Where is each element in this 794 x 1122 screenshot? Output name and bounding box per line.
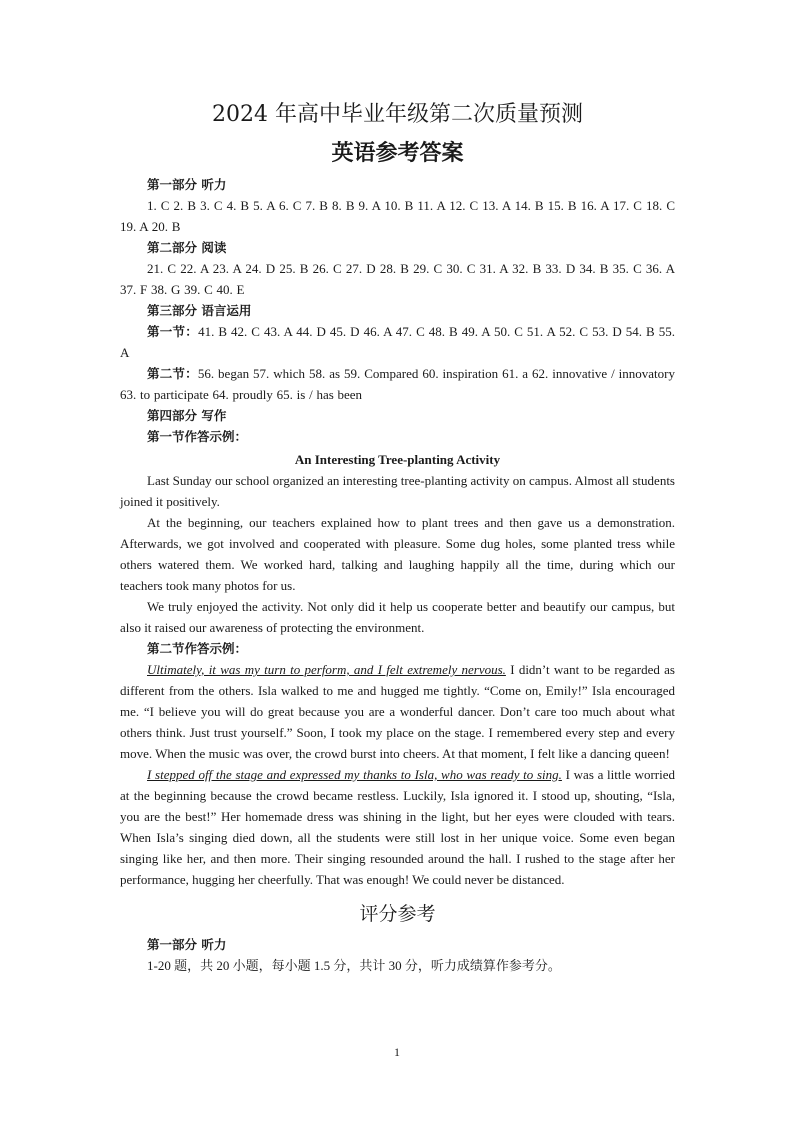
part2-answers: 21. C 22. A 23. A 24. D 25. B 26. C 27. D 28. B 29. C 30. C 31. A 32. B 33. D 34. B 35. C 36. A 37. F 38. G 39. C 40. E (120, 261, 675, 297)
story-paragraph-1-body: I didn’t want to be regarded as different from the others. Isla walked to me and hugged me tightly. “Come on, Emily!” Isla encouraged me. “I believe you will do great because you are a wonderful dancer. Don’t care too much about what others think. Just trust yourself.” Soon, I took my place on the stage. I remembered every step and every move. When the music was over, the crowd burst into cheers. At that moment, I felt like a dancing queen! (120, 662, 675, 761)
story-paragraph-2-body: I was a little worried at the beginning because the crowd became restless. Luckily, Isla ignored it. I stood up, shouting, “Isla, you are the best!” Her homemade dress was shining in the light, but her eyes were clouded with tears. When Isla’s singing died down, all the students were still lost in her unique voice. Some even began singing like her, and then more. Their singing resounded around the hall. I rushed to the stage after her performance, hugging her cheerfully. That was enough! We could never be distanced. (120, 767, 676, 887)
story-paragraph-1-lead: Ultimately, it was my turn to perform, and I felt extremely nervous. (147, 662, 506, 677)
part4-section2-heading: 第二节作答示例： (147, 641, 248, 656)
scoring-part1-text: 1-20 题，共 20 小题，每小题 1.5 分，共计 30 分，听力成绩算作参考分。 (147, 958, 561, 973)
part1-answers: 1. C 2. B 3. C 4. B 5. A 6. C 7. B 8. B 9. A 10. B 11. A 12. C 13. A 14. B 15. B 16. A 17. C 18. C 19. A 20. B (120, 198, 675, 234)
part4-section1-heading: 第一节作答示例： (147, 429, 248, 444)
document-subtitle: 英语参考答案 (331, 140, 464, 166)
story-paragraph-2-lead: I stepped off the stage and expressed my thanks to Isla, who was ready to sing. (147, 767, 562, 782)
scoring-part1-heading: 第一部分 听力 (147, 937, 227, 952)
part1-heading: 第一部分 听力 (147, 177, 227, 192)
part3-heading: 第三部分 语言运用 (147, 303, 252, 318)
part3-section2-label: 第二节： (147, 366, 198, 381)
scoring-title: 评分参考 (359, 903, 436, 925)
part2-heading: 第二部分 阅读 (147, 240, 227, 255)
essay-paragraph: Last Sunday our school organized an interesting tree-planting activity on campus. Almost all students joined it positively. (120, 473, 675, 509)
story-paragraph-1 (120, 659, 675, 764)
essay-title: An Interesting Tree-planting Activity (294, 452, 501, 467)
part3-section2-answers: 56. began 57. which 58. as 59. Compared 60. inspiration 61. a 62. innovative / innovatory 63. to participate 64. proudly 65. is / has been (120, 366, 675, 402)
part4-heading: 第四部分 写作 (147, 408, 227, 423)
essay-paragraph: We truly enjoyed the activity. Not only did it help us cooperate better and beautify our campus, but also it raised our awareness of protecting the environment. (120, 599, 675, 635)
story-paragraph-2 (120, 764, 675, 890)
part3-section1-label: 第一节： (147, 324, 199, 339)
document-title: 2024 年高中毕业年级第二次质量预测 (212, 102, 583, 127)
part3-section1-answers: 41. B 42. C 43. A 44. D 45. D 46. A 47. C 48. B 49. A 50. C 51. A 52. C 53. D 54. B 55. A (120, 324, 675, 360)
page-content (120, 100, 675, 976)
page-number: 1 (394, 1045, 400, 1059)
part3-section1 (120, 321, 675, 363)
essay-paragraph: At the beginning, our teachers explained how to plant trees and then gave us a demonstration. Afterwards, we got involved and cooperated with pleasure. Some dug holes, some planted tress while others watered them. We worked hard, talking and laughing happily all the time, during which our teachers took many photos for us. (120, 515, 675, 593)
part3-section2 (120, 363, 675, 405)
